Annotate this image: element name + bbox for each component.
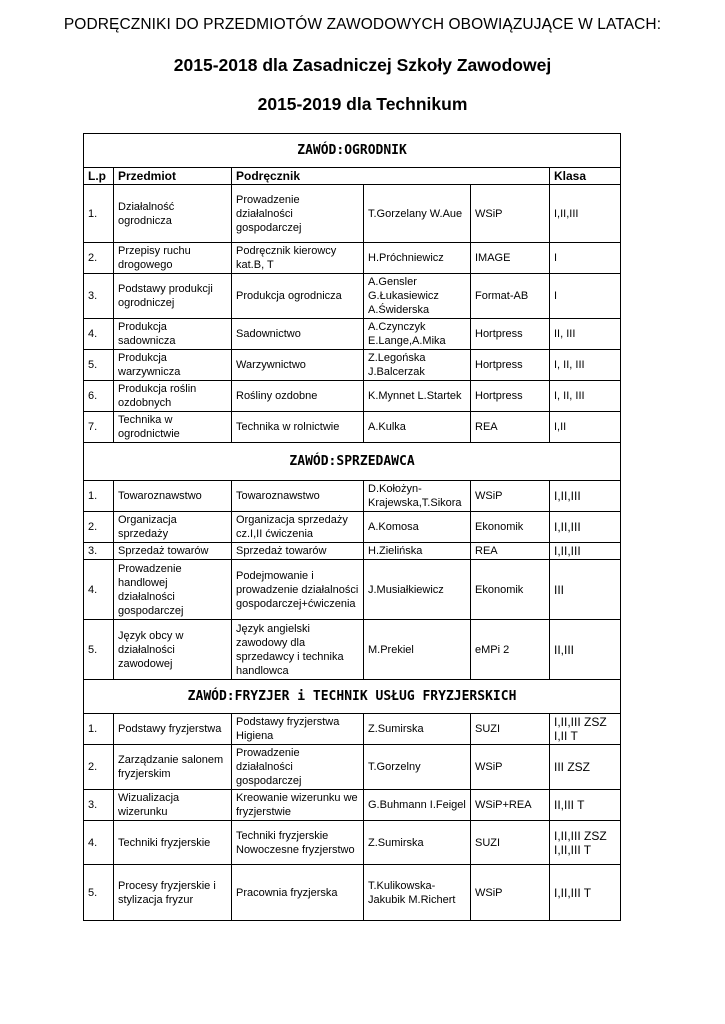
table-row — [84, 790, 621, 821]
cell-podrecznik: Towaroznawstwo — [232, 481, 364, 512]
cell-klasa — [550, 319, 621, 350]
cell-przedmiot: Procesy fryzjerskie i stylizacja fryzur — [114, 865, 232, 921]
table-row — [84, 543, 621, 560]
cell-wydawca: WSiP+REA — [471, 790, 550, 821]
column-header-podrecznik: Podręcznik — [232, 168, 550, 185]
cell-autor: Z.Sumirska — [364, 714, 471, 745]
cell-lp: 5. — [84, 620, 114, 680]
cell-klasa — [550, 560, 621, 620]
cell-wydawca: WSiP — [471, 185, 550, 243]
cell-klasa — [550, 412, 621, 443]
cell-autor: T.Gorzelny — [364, 745, 471, 790]
cell-klasa — [550, 745, 621, 790]
cell-wydawca: eMPi 2 — [471, 620, 550, 680]
cell-lp: 4. — [84, 560, 114, 620]
cell-klasa — [550, 865, 621, 921]
column-header-row — [84, 168, 621, 185]
cell-podrecznik: Podstawy fryzjerstwa Higiena — [232, 714, 364, 745]
klasa-line: I,II T — [554, 729, 578, 743]
cell-autor: Z.Legońska J.Balcerzak — [364, 350, 471, 381]
cell-podrecznik: Warzywnictwo — [232, 350, 364, 381]
cell-podrecznik: Techniki fryzjerskie Nowoczesne fryzjerstwo — [232, 821, 364, 865]
cell-przedmiot: Język obcy w działalności zawodowej — [114, 620, 232, 680]
document-subheading-zsz: 2015-2018 dla Zasadniczej Szkoły Zawodowej — [173, 55, 552, 75]
section-title: ZAWÓD:OGRODNIK — [84, 134, 621, 168]
cell-podrecznik: Sprzedaż towarów — [232, 543, 364, 560]
cell-klasa — [550, 243, 621, 274]
cell-klasa — [550, 481, 621, 512]
table-row — [84, 481, 621, 512]
cell-autor: A.Komosa — [364, 512, 471, 543]
table-row — [84, 350, 621, 381]
table-row — [84, 274, 621, 319]
klasa-line: I — [554, 290, 558, 302]
table-row — [84, 243, 621, 274]
cell-podrecznik: Język angielski zawodowy dla sprzedawcy i technika handlowca — [232, 620, 364, 680]
cell-wydawca: Ekonomik — [471, 512, 550, 543]
cell-autor: J.Musiałkiewicz — [364, 560, 471, 620]
cell-wydawca: WSiP — [471, 481, 550, 512]
section-title: ZAWÓD:FRYZJER i TECHNIK USŁUG FRYZJERSKICH — [84, 680, 621, 714]
cell-lp: 3. — [84, 274, 114, 319]
cell-klasa — [550, 620, 621, 680]
cell-klasa — [550, 381, 621, 412]
cell-wydawca: REA — [471, 412, 550, 443]
cell-wydawca: WSiP — [471, 865, 550, 921]
cell-lp: 3. — [84, 543, 114, 560]
cell-wydawca: SUZI — [471, 821, 550, 865]
cell-przedmiot: Wizualizacja wizerunku — [114, 790, 232, 821]
cell-lp: 1. — [84, 481, 114, 512]
cell-autor: G.Buhmann I.Feigel — [364, 790, 471, 821]
cell-podrecznik: Organizacja sprzedaży cz.I,II ćwiczenia — [232, 512, 364, 543]
cell-lp: 2. — [84, 243, 114, 274]
document-heading: PODRĘCZNIKI DO PRZEDMIOTÓW ZAWODOWYCH OBOWIĄZUJĄCE W LATACH: — [63, 16, 662, 33]
klasa-line: I — [554, 252, 558, 264]
cell-lp: 6. — [84, 381, 114, 412]
cell-przedmiot: Zarządzanie salonem fryzjerskim — [114, 745, 232, 790]
cell-przedmiot: Sprzedaż towarów — [114, 543, 232, 560]
cell-podrecznik: Produkcja ogrodnicza — [232, 274, 364, 319]
cell-autor: M.Prekiel — [364, 620, 471, 680]
cell-klasa — [550, 350, 621, 381]
cell-lp: 4. — [84, 319, 114, 350]
table-row — [84, 620, 621, 680]
klasa-line: I,II,III T — [554, 885, 592, 900]
cell-przedmiot: Technika w ogrodnictwie — [114, 412, 232, 443]
klasa-line: I,II,III ZSZ — [554, 715, 607, 729]
cell-lp: 7. — [84, 412, 114, 443]
table-row — [84, 319, 621, 350]
klasa-line: II,III — [554, 642, 575, 657]
cell-przedmiot: Organizacja sprzedaży — [114, 512, 232, 543]
cell-klasa — [550, 790, 621, 821]
cell-przedmiot: Towaroznawstwo — [114, 481, 232, 512]
klasa-line: III — [554, 582, 565, 597]
cell-podrecznik: Kreowanie wizerunku we fryzjerstwie — [232, 790, 364, 821]
cell-autor: A.Czynczyk E.Lange,A.Mika — [364, 319, 471, 350]
cell-przedmiot: Przepisy ruchu drogowego — [114, 243, 232, 274]
table-row — [84, 714, 621, 745]
table-row — [84, 821, 621, 865]
klasa-line: III ZSZ — [554, 760, 590, 774]
cell-przedmiot: Podstawy fryzjerstwa — [114, 714, 232, 745]
cell-klasa — [550, 185, 621, 243]
cell-klasa — [550, 714, 621, 745]
cell-podrecznik: Prowadzenie działalności gospodarczej — [232, 185, 364, 243]
cell-klasa — [550, 274, 621, 319]
column-header-przedmiot: Przedmiot — [114, 168, 232, 185]
cell-wydawca: IMAGE — [471, 243, 550, 274]
cell-przedmiot: Podstawy produkcji ogrodniczej — [114, 274, 232, 319]
klasa-line: I,II — [554, 421, 567, 433]
klasa-line: I,II,III T — [554, 842, 592, 857]
cell-podrecznik: Podejmowanie i prowadzenie działalności gospodarczej+ćwiczenia — [232, 560, 364, 620]
section-row — [84, 134, 621, 168]
document-subheading-technikum: 2015-2019 dla Technikum — [257, 94, 468, 114]
cell-autor: H.Próchniewicz — [364, 243, 471, 274]
cell-wydawca: Format-AB — [471, 274, 550, 319]
table-row — [84, 865, 621, 921]
textbooks-table — [83, 133, 621, 921]
cell-klasa — [550, 512, 621, 543]
cell-podrecznik: Sadownictwo — [232, 319, 364, 350]
cell-wydawca: Hortpress — [471, 350, 550, 381]
cell-autor: A.Kulka — [364, 412, 471, 443]
cell-lp: 3. — [84, 790, 114, 821]
table-row — [84, 560, 621, 620]
column-header-klasa: Klasa — [550, 168, 621, 185]
cell-przedmiot: Produkcja sadownicza — [114, 319, 232, 350]
table-row — [84, 512, 621, 543]
cell-autor: Z.Sumirska — [364, 821, 471, 865]
klasa-line: I,II,III — [554, 207, 579, 220]
cell-lp: 2. — [84, 512, 114, 543]
cell-autor: H.Zielińska — [364, 543, 471, 560]
cell-autor: K.Mynnet L.Startek — [364, 381, 471, 412]
cell-przedmiot: Produkcja warzywnicza — [114, 350, 232, 381]
cell-podrecznik: Technika w rolnictwie — [232, 412, 364, 443]
cell-podrecznik: Prowadzenie działalności gospodarczej — [232, 745, 364, 790]
klasa-line: I, II, III — [554, 390, 585, 402]
klasa-line: I,II,III — [554, 544, 581, 558]
section-title: ZAWÓD:SPRZEDAWCA — [84, 443, 621, 481]
section-row — [84, 443, 621, 481]
cell-wydawca: WSiP — [471, 745, 550, 790]
cell-lp: 5. — [84, 865, 114, 921]
klasa-line: I,II,III ZSZ — [554, 828, 607, 843]
cell-klasa — [550, 543, 621, 560]
cell-autor: D.Kołożyn-Krajewska,T.Sikora — [364, 481, 471, 512]
cell-lp: 1. — [84, 185, 114, 243]
cell-podrecznik: Rośliny ozdobne — [232, 381, 364, 412]
klasa-line: I,II,III — [554, 489, 581, 503]
cell-autor: A.Gensler G.Łukasiewicz A.Świderska — [364, 274, 471, 319]
table-row — [84, 412, 621, 443]
cell-lp: 1. — [84, 714, 114, 745]
klasa-line: I, II, III — [554, 359, 585, 371]
table-row — [84, 185, 621, 243]
table-row — [84, 745, 621, 790]
cell-przedmiot: Produkcja roślin ozdobnych — [114, 381, 232, 412]
cell-przedmiot: Działalność ogrodnicza — [114, 185, 232, 243]
table-row — [84, 381, 621, 412]
cell-klasa — [550, 821, 621, 865]
cell-lp: 2. — [84, 745, 114, 790]
klasa-line: II,III T — [554, 798, 585, 812]
cell-wydawca: REA — [471, 543, 550, 560]
column-header-lp: L.p — [84, 168, 114, 185]
cell-przedmiot: Prowadzenie handlowej działalności gospodarczej — [114, 560, 232, 620]
section-row — [84, 680, 621, 714]
cell-wydawca: Hortpress — [471, 381, 550, 412]
cell-autor: T.Kulikowska-Jakubik M.Richert — [364, 865, 471, 921]
cell-autor: T.Gorzelany W.Aue — [364, 185, 471, 243]
klasa-line: II, III — [554, 328, 576, 340]
klasa-line: I,II,III — [554, 520, 581, 534]
cell-wydawca: Ekonomik — [471, 560, 550, 620]
cell-wydawca: Hortpress — [471, 319, 550, 350]
cell-przedmiot: Techniki fryzjerskie — [114, 821, 232, 865]
cell-wydawca: SUZI — [471, 714, 550, 745]
cell-lp: 4. — [84, 821, 114, 865]
cell-lp: 5. — [84, 350, 114, 381]
cell-podrecznik: Pracownia fryzjerska — [232, 865, 364, 921]
cell-podrecznik: Podręcznik kierowcy kat.B, T — [232, 243, 364, 274]
